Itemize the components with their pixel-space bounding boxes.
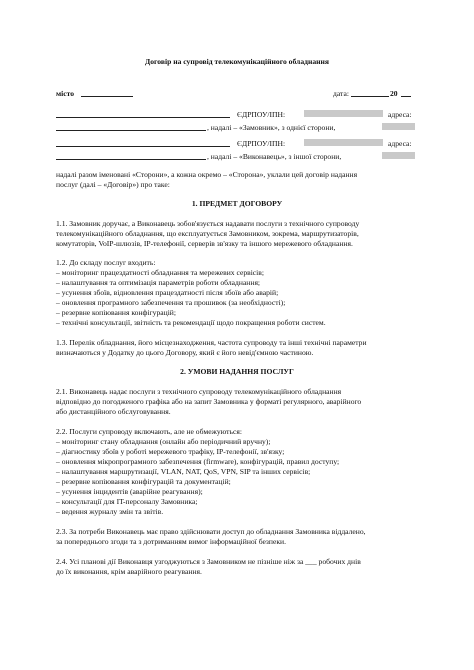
list-item: – моніторинг працездатності обладнання та мережевих сервісів;: [56, 268, 264, 277]
document-title: Договір на супровід телекомунікаційного обладнання: [144, 57, 329, 66]
party1-edrpou-field[interactable]: [304, 110, 383, 117]
party2-edrpou-field[interactable]: [304, 139, 383, 146]
clause-2-1-line-2: відповідно до погодженого графіка або на запит Замовника у форматі регулярного, аварійного: [56, 397, 362, 406]
party1-address-label: адреса:: [388, 110, 412, 119]
party1-address-blank[interactable]: [56, 130, 206, 131]
party2-address-blank[interactable]: [56, 159, 206, 160]
list-item: – резервне копіювання конфігурацій;: [56, 308, 176, 317]
clause-1-3-line-1: 1.3. Перелік обладнання, його місцезнаходження, частота супроводу та інші технічні параметри: [56, 338, 367, 347]
city-blank[interactable]: [81, 96, 133, 97]
clause-2-3-line-2: за попереднього згоди та з дотриманням вимог інформаційної безпеки.: [56, 537, 287, 546]
date-label: дата:: [333, 89, 349, 98]
list-item: – технічні консультації, звітність та рекомендації щодо покращення роботи систем.: [56, 318, 326, 327]
party2-edrpou-label: ЄДРПОУ/ІПН:: [237, 139, 286, 148]
list-item: – ведення журналу змін та звітів.: [56, 507, 164, 516]
date-blank[interactable]: [351, 96, 389, 97]
clause-1-2-heading: 1.2. До складу послуг входить:: [56, 258, 156, 267]
party1-address-field[interactable]: [382, 123, 415, 130]
section-1-title: 1. ПРЕДМЕТ ДОГОВОРУ: [191, 199, 283, 208]
clause-2-4-line-2: до їх виконання, крім аварійного реагування.: [56, 567, 202, 576]
list-item: – налаштування маршрутизації, VLAN, NAT, QoS, VPN, SIP та інших сервісів;: [56, 467, 311, 476]
list-item: – усунення збоїв, відновлення працездатності після збоїв або аварій;: [56, 288, 279, 297]
list-item: – оновлення програмного забезпечення та прошивок (за необхідності);: [56, 298, 286, 307]
year-prefix: 20: [390, 89, 398, 98]
year-blank[interactable]: [401, 96, 411, 97]
intro-line-1: надалі разом іменовані «Сторони», а кожна окремо – «Сторона», уклали цей договір надання: [56, 170, 358, 179]
clause-2-3-line-1: 2.3. За потреби Виконавець має право здійснювати доступ до обладнання Замовника віддалено,: [56, 527, 366, 536]
list-item: – консультації для IT-персоналу Замовника;: [56, 497, 198, 506]
party2-name-blank[interactable]: [56, 146, 230, 147]
list-item: – резервне копіювання конфігурацій та документацій;: [56, 477, 231, 486]
clause-2-2-heading: 2.2. Послуги супроводу включають, але не обмежуються:: [56, 427, 242, 436]
city-label: місто: [56, 89, 75, 98]
clause-1-1-line-2: телекомунікаційного обладнання, що експлуатується Замовником, зокрема, маршрутизаторів,: [56, 229, 359, 238]
list-item: – налаштування та оптимізація параметрів роботи обладнання;: [56, 278, 261, 287]
party2-address-label: адреса:: [388, 139, 412, 148]
list-item: – усунення інцидентів (аварійне реагування);: [56, 487, 203, 496]
party1-edrpou-label: ЄДРПОУ/ІПН:: [237, 110, 286, 119]
party1-role-line: , надалі – «Замовник», з однієї сторони,: [207, 123, 336, 132]
clause-2-1-line-3: або дистанційного обслуговування.: [56, 407, 171, 416]
clause-1-1-line-1: 1.1. Замовник доручає, а Виконавець зобов'язується надавати послуги з технічного супроводу: [56, 219, 360, 228]
clause-1-3-line-2: визначаються у Додатку до цього Договору, який є його невід'ємною частиною.: [56, 348, 314, 357]
party1-name-blank[interactable]: [56, 117, 230, 118]
party2-role-line: , надалі – «Виконавець», з іншої сторони,: [207, 152, 342, 161]
clause-1-1-line-3: комутаторів, VoIP-шлюзів, IP-телефонії, серверів зв'язку та іншого мережевого обладнання.: [56, 239, 353, 248]
list-item: – моніторинг стану обладнання (онлайн або періодичний вручну);: [56, 437, 271, 446]
clause-2-4-line-1: 2.4. Усі планові дії Виконавця узгоджуються з Замовником не пізніше ніж за ___ робочих днів: [56, 557, 361, 566]
list-item: – діагностику збоїв у роботі мережевого трафіку, IP-телефонії, зв'язку;: [56, 447, 285, 456]
list-item: – оновлення мікропрограмного забезпечення (firmware), конфігурацій, правил доступу;: [56, 457, 340, 466]
intro-line-2: послуг (далі – «Договір») про таке:: [56, 180, 170, 189]
party2-address-field[interactable]: [382, 152, 415, 159]
clause-2-1-line-1: 2.1. Виконавець надає послуги з технічного супроводу телекомунікаційного обладнання: [56, 387, 342, 396]
section-2-title: 2. УМОВИ НАДАННЯ ПОСЛУГ: [180, 367, 294, 376]
